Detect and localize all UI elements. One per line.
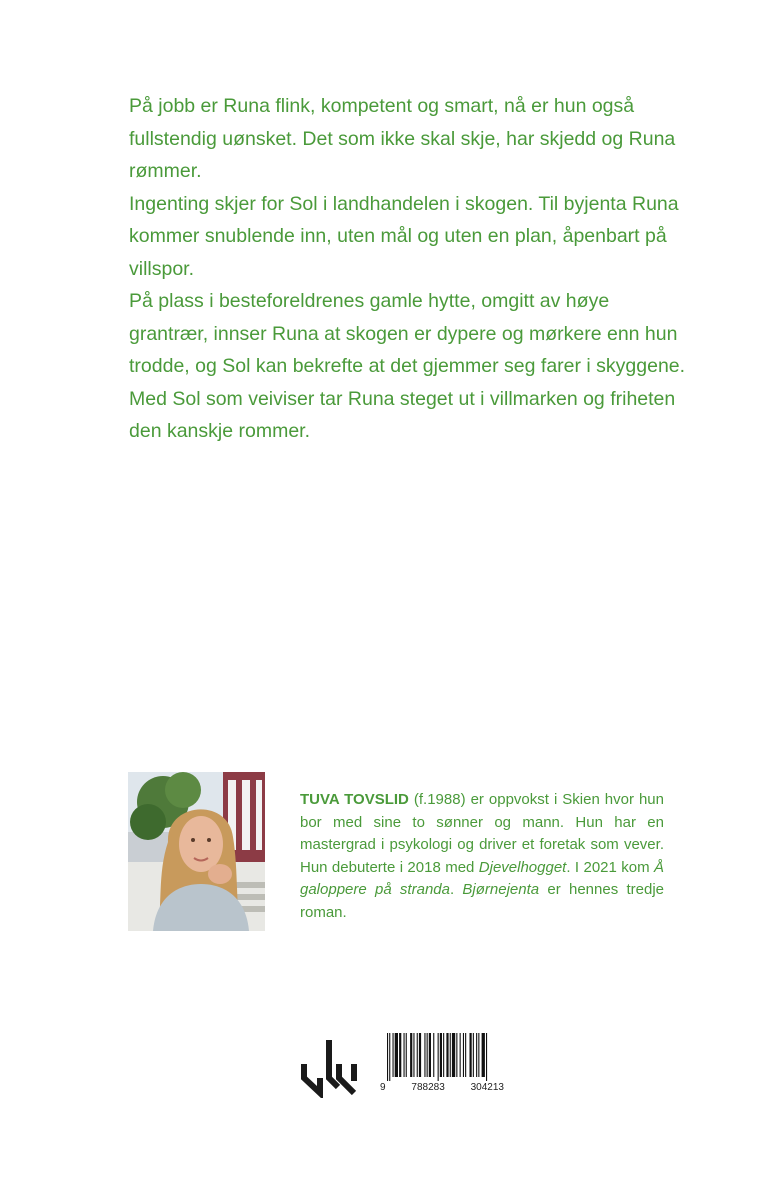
book-title-1: Djevelhogget (478, 858, 567, 876)
book-title-2: Å galoppere på stranda (300, 858, 664, 899)
bio-text-4: er hennes tredje roman. (300, 881, 664, 921)
back-cover-blurb (129, 90, 689, 448)
isbn-group-1: 788283 (411, 1082, 445, 1093)
author-name: TUVA TOVSLID (300, 791, 409, 808)
isbn-number (380, 1082, 504, 1093)
publisher-logo-icon (299, 1036, 359, 1098)
bio-text-3: . (449, 881, 463, 899)
author-bio (300, 789, 664, 925)
blurb-paragraph-4: Med Sol som veiviser tar Runa steget ut i villmarken og friheten den kanskje rommer. (129, 387, 676, 442)
author-photo (128, 772, 265, 931)
isbn-prefix: 9 (380, 1082, 386, 1093)
blurb-paragraph-2: Ingenting skjer for Sol i landhandelen i skogen. Til byjenta Runa kommer snublende inn, uten mål og uten en plan, åpenbart på villspor. (129, 192, 679, 280)
isbn-group-2: 304213 (470, 1082, 504, 1093)
bio-text-1: (f.1988) er oppvokst i Skien hvor hun bor med sine to sønner og mann. Hun har en mastergrad i psykologi og driver et foretak som vever. Hun debuterte i 2018 med (300, 791, 664, 876)
book-title-3: Bjørnejenta (462, 881, 540, 899)
blurb-paragraph-3: På plass i besteforeldrenes gamle hytte, omgitt av høye grantrær, innser Runa at skogen er dypere og mørkere enn hun trodde, og Sol kan bekrefte at det gjemmer seg farer i skyggene. (129, 290, 686, 377)
bio-text-2: . I 2021 kom (566, 858, 654, 876)
blurb-paragraph-1: På jobb er Runa flink, kompetent og smart, nå er hun også fullstendig uønsket. Det som ikke skal skje, har skjedd og Runa rømmer. (129, 95, 676, 182)
